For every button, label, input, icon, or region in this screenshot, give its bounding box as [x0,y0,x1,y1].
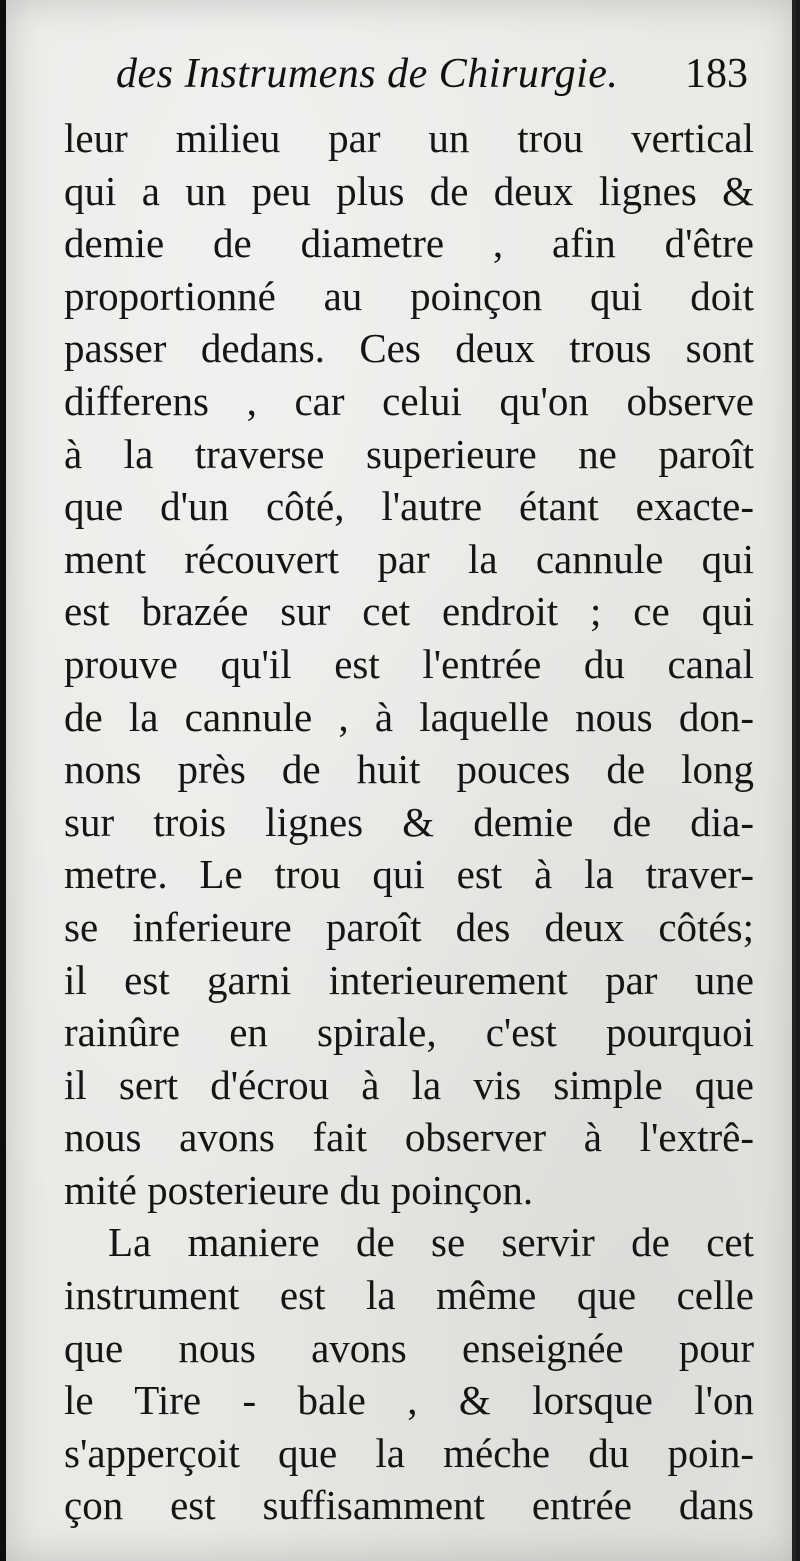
text-line: prouve qu'il est l'entrée du canal [64,640,754,687]
text-line: s'apperçoit que la méche du poin- [64,1429,754,1476]
page-edge [792,0,796,1561]
text-line: que nous avons enseignée pour [64,1324,754,1371]
text-line: est brazée sur cet endroit ; ce qui [64,588,754,635]
text-line: mité posterieure du poinçon. [64,1166,534,1213]
text-line: metre. Le trou qui est à la traver- [64,851,754,898]
text-line: demie de diametre , afin d'être [64,220,754,267]
text-line: rainûre en spirale, c'est pourquoi [64,1009,754,1056]
text-line: instrument est la même que celle [64,1272,754,1319]
text-line: ment récouvert par la cannule qui [64,535,754,582]
text-line: il sert d'écrou à la vis simple que [64,1061,754,1108]
text-line: nons près de huit pouces de long [64,746,754,793]
text-line: passer dedans. Ces deux trous sont [64,325,754,372]
paragraph-1 [64,112,754,1216]
page-number: 183 [685,51,748,97]
text-line: que d'un côté, l'autre étant exacte- [64,483,754,530]
text-line: il est garni interieurement par une [64,956,754,1003]
text-line: de la cannule , à laquelle nous don- [64,693,754,740]
text-line: se inferieure paroît des deux côtés; [64,903,754,950]
text-line: sur trois lignes & demie de dia- [64,798,754,845]
body-text [64,112,754,1532]
text-line: nous avons fait observer à l'extrê- [64,1114,754,1161]
text-line: proportionné au poinçon qui doit [64,272,754,319]
text-line: differens , car celui qu'on observe [64,377,754,424]
text-line: çon est suffisamment entrée dans [64,1482,754,1529]
text-line: à la traverse superieure ne paroît [64,430,754,477]
running-head [116,50,756,110]
book-page [6,0,796,1561]
text-line: le Tire - bale , & lorsque l'on [64,1377,754,1424]
text-line: leur milieu par un trou vertical [64,115,754,161]
text-line: qui a un peu plus de deux lignes & [64,167,754,214]
running-title: des Instrumens de Chirurgie. [116,51,619,97]
paragraph-2 [64,1216,754,1532]
text-line: La maniere de se servir de cet [108,1219,754,1266]
